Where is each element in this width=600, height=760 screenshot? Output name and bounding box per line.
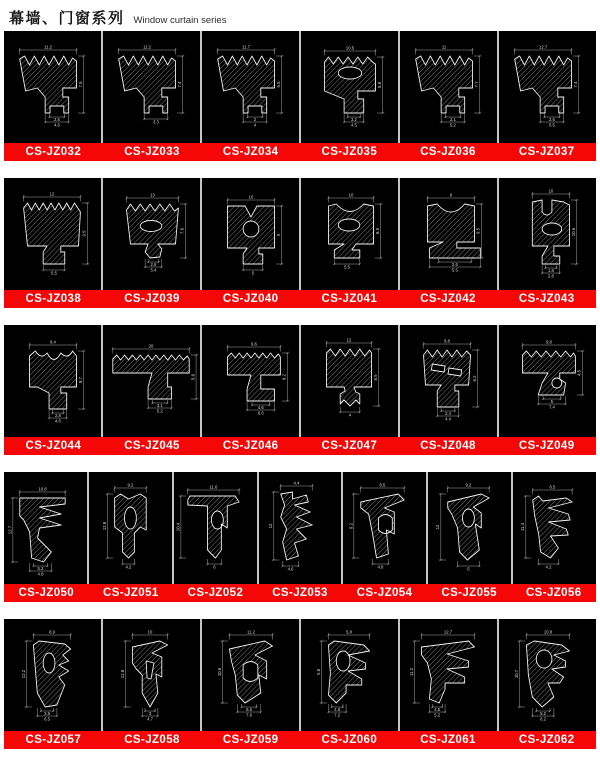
svg-text:8.8: 8.8 xyxy=(444,338,450,344)
svg-text:6.5: 6.5 xyxy=(44,716,51,722)
svg-text:12.8: 12.8 xyxy=(102,521,108,531)
svg-text:8.2: 8.2 xyxy=(281,374,287,380)
svg-text:2.5: 2.5 xyxy=(53,116,60,123)
svg-text:9.2: 9.2 xyxy=(348,523,354,529)
svg-text:2: 2 xyxy=(253,116,257,123)
profile-drawing xyxy=(400,178,497,290)
seal-profile-shape xyxy=(24,203,81,264)
seal-profile-shape xyxy=(227,353,280,401)
product-code-label: CS-JZ036 xyxy=(420,146,476,158)
product-cell xyxy=(103,619,200,731)
product-code-label: CS-JZ050 xyxy=(18,587,75,599)
profile-drawing xyxy=(400,325,497,437)
svg-text:2.6: 2.6 xyxy=(548,116,555,123)
svg-text:9.5: 9.5 xyxy=(81,230,87,237)
product-code-label: CS-JZ041 xyxy=(321,293,378,305)
product-cell xyxy=(4,619,101,731)
page-title: 幕墙、门窗系列 xyxy=(9,10,125,27)
seal-profile-shape xyxy=(427,204,480,258)
svg-text:4.6: 4.6 xyxy=(53,122,60,128)
profile-drawing xyxy=(202,31,299,143)
svg-text:12: 12 xyxy=(267,523,273,529)
page-subtitle: Window curtain series xyxy=(133,15,227,26)
svg-text:5.5: 5.5 xyxy=(548,122,555,128)
product-cell xyxy=(499,619,596,731)
svg-text:5.2: 5.2 xyxy=(540,710,547,717)
label-bar xyxy=(4,731,596,749)
product-cell xyxy=(174,472,257,584)
product-grid xyxy=(4,31,596,749)
svg-text:9.6: 9.6 xyxy=(250,341,257,347)
svg-text:8.2: 8.2 xyxy=(540,716,547,722)
profile-drawing xyxy=(4,619,101,731)
svg-text:10: 10 xyxy=(147,629,153,635)
svg-text:6.6: 6.6 xyxy=(257,410,264,416)
svg-text:4.6: 4.6 xyxy=(334,706,341,713)
product-cell xyxy=(301,31,398,143)
profile-drawing xyxy=(301,325,398,437)
svg-text:8.5: 8.5 xyxy=(374,228,380,234)
svg-text:8.9: 8.9 xyxy=(372,374,378,381)
seal-profile-shape xyxy=(523,351,576,395)
product-cell xyxy=(301,178,398,290)
svg-text:12.8: 12.8 xyxy=(120,669,125,679)
profile-drawing xyxy=(103,619,200,731)
svg-text:5: 5 xyxy=(550,398,554,405)
seal-profile-shape xyxy=(227,206,274,264)
profile-drawing xyxy=(103,178,200,290)
svg-text:10.5: 10.5 xyxy=(345,45,355,51)
svg-text:9.2: 9.2 xyxy=(127,482,134,488)
svg-text:4.6: 4.6 xyxy=(287,566,294,572)
label-bar xyxy=(4,437,596,455)
product-cell xyxy=(400,325,497,437)
svg-text:4.6: 4.6 xyxy=(257,404,264,411)
seal-profile-shape xyxy=(326,349,371,406)
svg-text:9.8: 9.8 xyxy=(546,339,552,345)
svg-text:4.8: 4.8 xyxy=(37,571,44,577)
drawing-strip xyxy=(4,31,596,143)
product-cell xyxy=(259,472,342,584)
product-cell xyxy=(499,31,596,143)
svg-text:9.4: 9.4 xyxy=(50,339,56,345)
svg-text:4.6: 4.6 xyxy=(54,418,61,424)
profile-drawing xyxy=(428,472,511,584)
svg-text:5.5: 5.5 xyxy=(344,264,350,270)
profile-drawing xyxy=(301,178,398,290)
product-cell xyxy=(343,472,426,584)
seal-profile-shape xyxy=(229,641,272,703)
profile-drawing xyxy=(103,325,200,437)
product-code-label: CS-JZ037 xyxy=(518,146,575,158)
svg-text:4: 4 xyxy=(348,412,352,418)
label-bar xyxy=(4,584,596,602)
product-code-label: CS-JZ061 xyxy=(420,734,476,746)
product-cell xyxy=(103,325,200,437)
product-cell xyxy=(4,178,101,290)
svg-text:2.6: 2.6 xyxy=(451,261,458,268)
svg-text:4.5: 4.5 xyxy=(434,706,441,713)
profile-drawing xyxy=(202,619,299,731)
product-code-label: CS-JZ053 xyxy=(272,587,328,599)
svg-text:7.5: 7.5 xyxy=(77,81,83,88)
svg-text:13: 13 xyxy=(150,192,155,198)
svg-text:2.4: 2.4 xyxy=(445,410,451,417)
product-cell xyxy=(89,472,172,584)
seal-profile-shape xyxy=(29,351,76,409)
seal-profile-shape xyxy=(515,56,572,113)
svg-text:11.6: 11.6 xyxy=(209,484,218,490)
product-code-label: CS-JZ043 xyxy=(518,293,575,305)
seal-profile-shape xyxy=(20,498,65,562)
catalog-row-3 xyxy=(4,325,596,455)
product-code-label: CS-JZ060 xyxy=(321,734,378,746)
svg-text:8.9: 8.9 xyxy=(49,629,55,635)
product-code-label: CS-JZ046 xyxy=(222,440,279,452)
seal-profile-shape xyxy=(119,56,176,113)
drawing-strip xyxy=(4,619,596,731)
svg-text:2.6: 2.6 xyxy=(150,261,157,268)
product-cell xyxy=(103,31,200,143)
svg-text:7.4: 7.4 xyxy=(572,81,578,88)
product-cell xyxy=(301,325,398,437)
profile-drawing xyxy=(259,472,342,584)
profile-drawing xyxy=(499,325,596,437)
seal-profile-shape xyxy=(127,204,179,258)
svg-text:10.5: 10.5 xyxy=(217,667,222,677)
page-header xyxy=(4,4,596,31)
svg-text:6.5: 6.5 xyxy=(549,484,556,490)
product-cell xyxy=(202,178,299,290)
product-code-label: CS-JZ045 xyxy=(124,440,180,452)
profile-drawing xyxy=(4,472,87,584)
svg-text:4.7: 4.7 xyxy=(147,716,153,722)
profile-drawing xyxy=(513,472,596,584)
svg-text:12: 12 xyxy=(346,337,352,343)
product-code-label: CS-JZ039 xyxy=(124,293,180,305)
svg-text:5: 5 xyxy=(467,566,470,572)
svg-text:9.5: 9.5 xyxy=(475,228,481,234)
svg-text:4: 4 xyxy=(253,122,257,128)
product-code-label: CS-JZ056 xyxy=(525,587,582,599)
svg-text:2.8: 2.8 xyxy=(547,273,554,279)
svg-text:7.7: 7.7 xyxy=(473,81,479,88)
product-code-label: CS-JZ035 xyxy=(321,146,378,158)
svg-text:11.7: 11.7 xyxy=(242,44,251,50)
product-code-label: CS-JZ051 xyxy=(103,587,159,599)
svg-text:11.2: 11.2 xyxy=(247,629,255,635)
svg-text:7.6: 7.6 xyxy=(246,712,252,718)
profile-drawing xyxy=(4,178,101,290)
catalog-row-2 xyxy=(4,178,596,308)
seal-profile-shape xyxy=(361,494,404,558)
svg-text:10.6: 10.6 xyxy=(570,227,576,237)
product-cell xyxy=(400,31,497,143)
svg-text:5.2: 5.2 xyxy=(156,408,163,414)
seal-profile-shape xyxy=(328,641,369,703)
svg-text:7.6: 7.6 xyxy=(179,228,185,234)
product-cell xyxy=(4,472,87,584)
svg-text:10: 10 xyxy=(248,194,254,200)
label-bar xyxy=(4,143,596,161)
profile-drawing xyxy=(89,472,172,584)
seal-profile-shape xyxy=(20,56,77,113)
profile-drawing xyxy=(4,325,101,437)
svg-text:5: 5 xyxy=(251,270,255,276)
product-code-label: CS-JZ054 xyxy=(356,587,413,599)
profile-drawing xyxy=(400,619,497,731)
profile-drawing xyxy=(343,472,426,584)
product-cell xyxy=(103,178,200,290)
product-cell xyxy=(4,325,101,437)
product-code-label: CS-JZ044 xyxy=(25,440,82,452)
svg-text:10.8: 10.8 xyxy=(38,486,47,492)
product-code-label: CS-JZ057 xyxy=(25,734,82,746)
seal-profile-shape xyxy=(416,56,473,113)
product-cell xyxy=(499,178,596,290)
product-cell xyxy=(499,325,596,437)
svg-text:12: 12 xyxy=(49,191,55,197)
seal-profile-shape xyxy=(448,494,489,560)
svg-text:5.5: 5.5 xyxy=(275,81,281,88)
svg-text:10.4: 10.4 xyxy=(175,522,181,532)
product-code-label: CS-JZ032 xyxy=(25,146,82,158)
svg-text:4.5: 4.5 xyxy=(350,122,357,128)
product-cell xyxy=(301,619,398,731)
svg-text:10: 10 xyxy=(348,192,354,198)
product-code-label: CS-JZ042 xyxy=(420,293,476,305)
seal-profile-shape xyxy=(533,496,572,558)
svg-text:4.4: 4.4 xyxy=(445,416,451,422)
product-code-label: CS-JZ058 xyxy=(124,734,180,746)
seal-profile-shape xyxy=(218,56,275,113)
seal-profile-shape xyxy=(115,494,147,558)
svg-text:3.3: 3.3 xyxy=(152,119,159,125)
svg-text:4.8: 4.8 xyxy=(377,564,384,570)
profile-drawing xyxy=(499,31,596,143)
svg-text:6.2: 6.2 xyxy=(471,375,477,382)
profile-drawing xyxy=(301,31,398,143)
profile-drawing xyxy=(202,325,299,437)
svg-text:9: 9 xyxy=(275,233,281,237)
svg-text:11.2: 11.2 xyxy=(143,44,152,50)
svg-text:5.2: 5.2 xyxy=(434,712,441,718)
product-cell xyxy=(202,325,299,437)
seal-profile-shape xyxy=(132,641,167,707)
catalog-row-1 xyxy=(4,31,596,161)
svg-text:9: 9 xyxy=(449,192,453,198)
svg-text:5.8: 5.8 xyxy=(346,629,352,635)
product-cell xyxy=(202,619,299,731)
svg-text:6: 6 xyxy=(212,564,216,570)
seal-profile-shape xyxy=(422,641,475,703)
seal-profile-shape xyxy=(325,57,376,113)
svg-text:11.2: 11.2 xyxy=(409,667,415,677)
svg-text:12.7: 12.7 xyxy=(443,629,453,635)
product-cell xyxy=(400,619,497,731)
svg-text:20: 20 xyxy=(148,343,154,349)
svg-text:11.4: 11.4 xyxy=(520,522,526,532)
catalog-row-5 xyxy=(4,619,596,749)
drawing-strip xyxy=(4,178,596,290)
svg-text:10.7: 10.7 xyxy=(514,669,519,679)
product-code-label: CS-JZ033 xyxy=(124,146,180,158)
svg-text:4.2: 4.2 xyxy=(545,564,552,570)
svg-text:7.4: 7.4 xyxy=(176,81,182,88)
svg-text:2.1: 2.1 xyxy=(449,116,456,123)
svg-text:11: 11 xyxy=(441,44,447,50)
product-code-label: CS-JZ038 xyxy=(25,293,82,305)
seal-profile-shape xyxy=(532,200,569,264)
svg-text:5.5: 5.5 xyxy=(451,267,458,273)
svg-text:9.8: 9.8 xyxy=(316,669,321,675)
svg-text:11.2: 11.2 xyxy=(44,44,53,50)
product-cell xyxy=(513,472,596,584)
seal-profile-shape xyxy=(280,492,312,560)
svg-text:5.6: 5.6 xyxy=(190,374,196,380)
profile-drawing xyxy=(4,31,101,143)
product-code-label: CS-JZ048 xyxy=(420,440,476,452)
product-cell xyxy=(400,178,497,290)
profile-drawing xyxy=(174,472,257,584)
svg-text:9.2: 9.2 xyxy=(465,482,472,488)
svg-text:5.2: 5.2 xyxy=(37,565,44,572)
seal-profile-shape xyxy=(526,641,569,707)
svg-text:4.5: 4.5 xyxy=(576,370,582,376)
seal-profile-shape xyxy=(113,355,189,399)
svg-text:10: 10 xyxy=(548,188,554,194)
svg-text:3.9: 3.9 xyxy=(44,710,51,717)
product-code-label: CS-JZ052 xyxy=(187,587,244,599)
svg-text:4.2: 4.2 xyxy=(125,564,132,570)
svg-text:5.2: 5.2 xyxy=(449,122,456,128)
svg-text:8.5: 8.5 xyxy=(379,482,386,488)
svg-text:1.8: 1.8 xyxy=(547,267,554,274)
seal-profile-shape xyxy=(188,496,239,558)
svg-text:5.5: 5.5 xyxy=(51,270,57,276)
svg-text:5.4: 5.4 xyxy=(150,267,157,273)
product-cell xyxy=(428,472,511,584)
product-cell xyxy=(202,31,299,143)
drawing-strip xyxy=(4,325,596,437)
svg-text:8.7: 8.7 xyxy=(77,377,83,383)
svg-text:10.8: 10.8 xyxy=(543,629,553,635)
svg-text:3.2: 3.2 xyxy=(350,116,357,123)
seal-profile-shape xyxy=(328,204,373,258)
svg-text:7.4: 7.4 xyxy=(548,404,555,410)
drawing-strip xyxy=(4,472,596,584)
profile-drawing xyxy=(499,178,596,290)
seal-profile-shape xyxy=(424,350,471,407)
product-code-label: CS-JZ040 xyxy=(222,293,279,305)
profile-drawing xyxy=(103,31,200,143)
product-cell xyxy=(4,31,101,143)
product-code-label: CS-JZ062 xyxy=(518,734,575,746)
product-code-label: CS-JZ047 xyxy=(321,440,378,452)
svg-text:12.7: 12.7 xyxy=(7,525,13,535)
label-bar xyxy=(4,290,596,308)
profile-drawing xyxy=(301,619,398,731)
svg-text:4.4: 4.4 xyxy=(293,480,300,486)
svg-text:12: 12 xyxy=(435,524,441,530)
profile-drawing xyxy=(202,178,299,290)
svg-text:3.1: 3.1 xyxy=(156,402,163,409)
product-code-label: CS-JZ049 xyxy=(518,440,575,452)
svg-text:7.2: 7.2 xyxy=(334,712,341,718)
product-code-label: CS-JZ059 xyxy=(222,734,279,746)
svg-text:5.5: 5.5 xyxy=(246,706,252,713)
svg-text:3: 3 xyxy=(148,710,152,717)
product-code-label: CS-JZ055 xyxy=(441,587,497,599)
svg-text:12.2: 12.2 xyxy=(21,669,26,679)
profile-drawing xyxy=(400,31,497,143)
product-code-label: CS-JZ034 xyxy=(222,146,279,158)
seal-profile-shape xyxy=(33,641,70,707)
svg-text:12.7: 12.7 xyxy=(538,44,548,50)
svg-text:2.8: 2.8 xyxy=(54,412,61,419)
catalog-row-4 xyxy=(4,472,596,602)
profile-drawing xyxy=(499,619,596,731)
svg-text:5.8: 5.8 xyxy=(376,82,382,88)
